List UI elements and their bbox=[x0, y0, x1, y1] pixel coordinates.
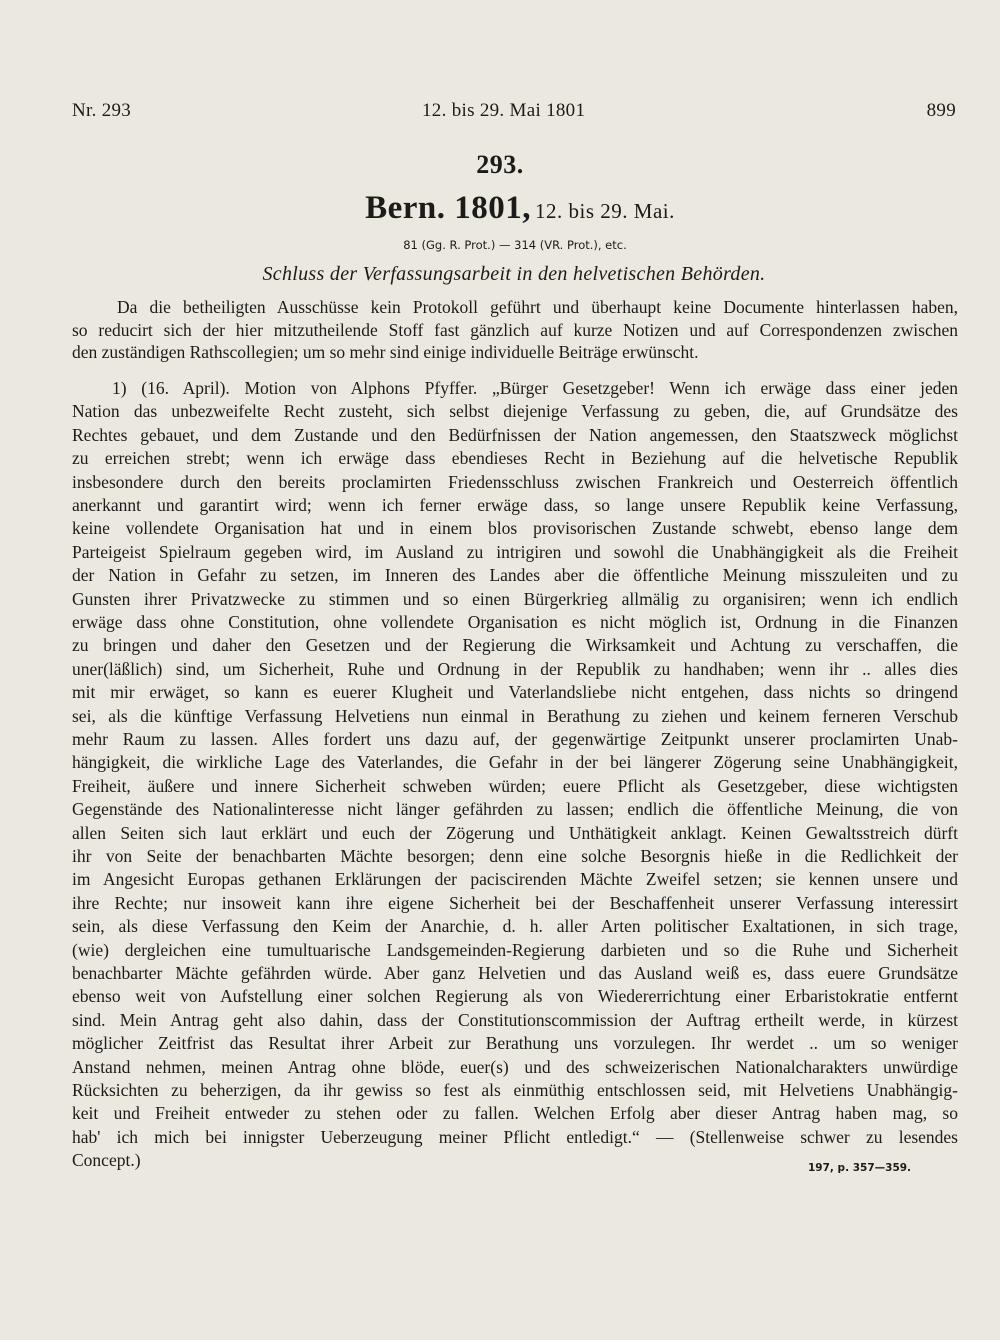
text-line: sei, als die künftige Verfassung Helvetiens nun einmal in Berathung zu ziehen und keinem ferneren Verschub bbox=[72, 705, 958, 726]
text-line: Nation das unbezweifelte Recht zusteht, sich selbst diejenige Verfassung zu geben, die, auf Grundsätze des bbox=[72, 401, 958, 422]
text-line: zu bringen und daher den Gesetzen und der Regierung die Wirksamkeit und Achtung zu verschaffen, die bbox=[72, 635, 958, 656]
text-line: hängigkeit, die wirkliche Lage des Vaterlandes, die Gefahr in der bei längerer Zögerung seine Unabhängigkeit, bbox=[72, 752, 958, 773]
archive-reference: 197, p. 357—359. bbox=[808, 1162, 912, 1174]
text-line: 1) (16. April). Motion von Alphons Pfyffer. „Bürger Gesetzgeber! Wenn ich erwäge dass einer jeden bbox=[112, 378, 958, 398]
text-line: Concept.) bbox=[72, 1150, 141, 1171]
text-line: Freiheit, äußere und innere Sicherheit schweben würden; euere Pflicht als Gesetzgeber, diese wichtigsten bbox=[72, 775, 958, 796]
text-line: ihr von Seite der benachbarten Mächte besorgen; denn eine solche Besorgnis hieße in die Redlichkeit der bbox=[72, 846, 958, 866]
page-number: 899 bbox=[926, 100, 956, 121]
text-line: anerkannt und garantirt wird; wenn ich ferner erwäge dass, so lange unsere Republik keine Verfassung, bbox=[72, 495, 958, 515]
text-line: so reducirt sich der hier mitzutheilende Stoff fast gänzlich auf kurze Notizen und auf Correspondenzen zwischen bbox=[72, 319, 958, 340]
text-line: mehr Raum zu lassen. Alles fordert uns dazu auf, der gegenwärtige Zeitpunkt unserer proclamirten Unab- bbox=[72, 729, 958, 749]
text-line: zu erreichen strebt; wenn ich erwäge dass ebendieses Recht in Beziehung auf die helvetische Republik bbox=[72, 448, 958, 469]
text-line: insbesondere durch den bereits proclamirten Friedensschluss zwischen Frankreich und Oesterreich öffentlich bbox=[72, 471, 958, 492]
text-line: (wie) dergleichen eine tumultuarische Landsgemeinden-Regierung darbieten und so die Ruhe und Sicherheit bbox=[72, 939, 958, 960]
text-line: uner(läßlich) sind, um Sicherheit, Ruhe und Ordnung in der Republik zu handhaben; wenn ihr .. alles dies bbox=[72, 658, 958, 679]
text-line: Rechtes gebauet, und dem Zustande und den Bedürfnissen der Nation angemessen, den Staatszweck möglichst bbox=[72, 424, 958, 445]
text-line: im Angesicht Europas gethanen Erklärungen der paciscirenden Mächte Zweifel setzen; sie kennen unsere und bbox=[72, 869, 958, 890]
document-subtitle: Schluss der Verfassungsarbeit in den helvetischen Behörden. bbox=[262, 263, 766, 285]
text-line: ebenso weit von Aufstellung einer solchen Regierung als von Wiedererrichtung einer Erbaristokratie entfernt bbox=[72, 986, 958, 1007]
text-line: keine vollendete Organisation hat und in einem blos provisorischen Zustande schwebt, ebenso lange dem bbox=[72, 518, 958, 539]
place-year: Bern. 1801, bbox=[365, 190, 532, 226]
text-line: sein, als diese Verfassung den Keim der Anarchie, d. h. aller Arten politischer Exaltationen, in sich trage, bbox=[72, 916, 958, 937]
text-line: möglicher Zeitfrist das Resultat ihrer Arbeit zur Berathung uns vorzulegen. Ihr werdet .. um so weniger bbox=[72, 1033, 958, 1054]
text-line: der Nation in Gefahr zu setzen, im Inneren des Landes aber die öffentliche Meinung misszuleiten und zu bbox=[72, 565, 958, 586]
document-number: 293. bbox=[476, 150, 524, 179]
document-number-header: Nr. 293 bbox=[72, 100, 132, 121]
text-line: Da die betheiligten Ausschüsse kein Protokoll geführt und überhaupt keine Documente hinterlassen haben, bbox=[117, 297, 958, 317]
document-heading bbox=[0, 190, 1000, 227]
text-line: Anstand nehmen, meinen Antrag ohne blöde, euer(s) und des schweizerischen Nationalcharakters unwürdige bbox=[72, 1056, 958, 1077]
text-line: Rücksichten zu beherzigen, da ihr gewiss so fest als einmüthig entschlossen seid, mit Helvetiens Unabhängig- bbox=[72, 1080, 958, 1100]
date-range-header: 12. bis 29. Mai 1801 bbox=[422, 100, 586, 121]
text-line: den zuständigen Rathscollegien; um so mehr sind einige individuelle Beiträge erwünscht. bbox=[72, 342, 699, 362]
text-line: Gegenstände des Nationalinteresse nicht länger gefährden zu lassen; endlich die öffentliche Meinung, die von bbox=[72, 799, 958, 820]
text-line: mit mir erwäget, so kann es euerer Klugheit und Vaterlandsliebe nicht entgehen, dass nichts so dringend bbox=[72, 682, 958, 703]
text-line: hab' ich mich bei innigster Ueberzeugung meiner Pflicht entledigt.“ — (Stellenweise schwer zu lesendes bbox=[72, 1126, 958, 1147]
text-line: Gunsten ihrer Privatzwecke zu stimmen und so einen Bürgerkrieg allmälig zu organisiren; wenn ich endlich bbox=[72, 588, 958, 609]
text-line: benachbarter Mächte gefährden würde. Aber ganz Helvetien und das Ausland weiß es, dass euere Grundsätze bbox=[72, 963, 958, 983]
text-line: erwäge dass ohne Constitution, ohne vollendete Organisation es nicht möglich ist, Ordnung in die Finanzen bbox=[72, 612, 958, 632]
text-line: sind. Mein Antrag geht also dahin, dass der Constitutionscommission der Auftrag ertheilt werde, in kürzest bbox=[72, 1009, 958, 1030]
text-line: keit und Freiheit entweder zu stehen oder zu fallen. Welchen Erfolg aber dieser Antrag haben mag, so bbox=[72, 1103, 958, 1124]
text-line: Parteigeist Spielraum gegeben wird, im Ausland zu intrigiren und sowohl die Unabhängigkeit als die Freiheit bbox=[72, 541, 958, 562]
text-line: allen Seiten sich laut erklärt und euch der Zögerung und Unthätigkeit anklagt. Keinen Gewaltsstreich dürft bbox=[72, 822, 958, 843]
document-date: 12. bis 29. Mai. bbox=[535, 199, 675, 223]
source-reference: 81 (Gg. R. Prot.) — 314 (VR. Prot.), etc. bbox=[403, 238, 627, 252]
text-line: ihre Rechte; nur insoweit kann ihre eigene Sicherheit bei der Beschaffenheit unserer Verfassung interessirt bbox=[72, 892, 958, 913]
